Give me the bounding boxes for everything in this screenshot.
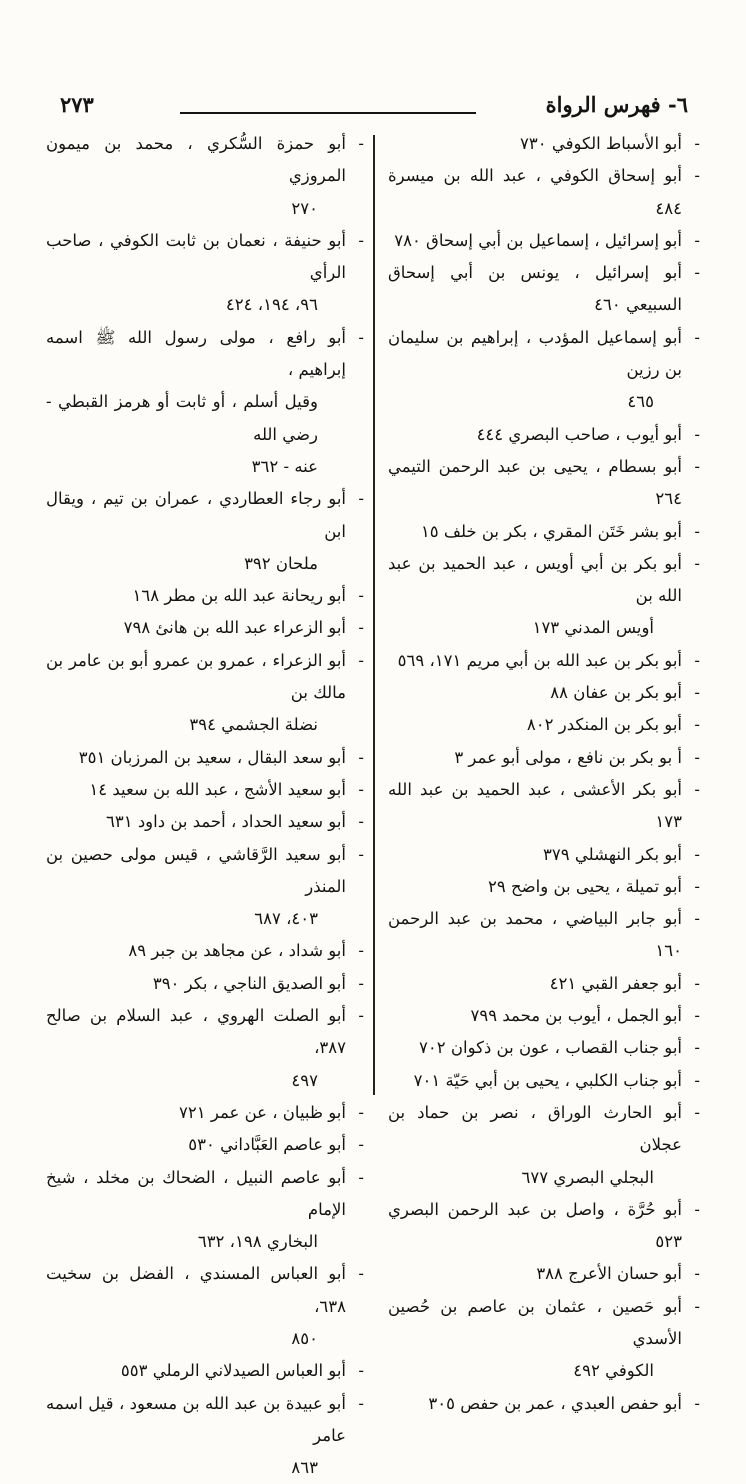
entry-dash: - (694, 1102, 700, 1122)
entry-dash: - (358, 618, 364, 638)
narrator-entry (388, 1291, 700, 1388)
narrator-entry (388, 257, 700, 322)
entry-dash: - (694, 424, 700, 444)
entry-dash: - (694, 230, 700, 250)
entry-dash: - (694, 909, 700, 929)
narrator-entry (46, 806, 364, 838)
narrator-entry (46, 935, 364, 967)
narrator-entry (46, 1097, 364, 1129)
narrator-entry (388, 677, 700, 709)
entry-dash: - (694, 134, 700, 153)
entry-text: أبو الأسباط الكوفي ٧٣٠ (519, 134, 682, 153)
column-divider (373, 135, 375, 1095)
entry-text: أبو حسان الأعرج ٣٨٨ (536, 1264, 682, 1284)
narrator-entry (46, 612, 364, 644)
entry-dash: - (694, 456, 700, 476)
narrator-entry (46, 645, 364, 742)
entry-text: أبو حَصين ، عثمان بن عاصم بن حُصين الأسدي (388, 1296, 682, 1348)
section-title: ٦- فهرس الرواة (545, 92, 688, 117)
page-number: ٢٧٣ (60, 92, 94, 117)
entry-continuation: نضلة الجشمي ٣٩٤ (189, 715, 318, 735)
entry-text: أبو سعيد الأشج ، عبد الله بن سعيد ١٤ (89, 779, 346, 799)
entry-text: أبو الجمل ، أيوب بن محمد ٧٩٩ (470, 1006, 682, 1026)
entry-text: أبو جناب القصاب ، عون بن ذكوان ٧٠٢ (419, 1038, 682, 1058)
narrator-entry (46, 483, 364, 580)
narrator-entry (388, 322, 700, 419)
narrator-entry (46, 968, 364, 1000)
entry-text: أبو ريحانة عبد الله بن مطر ١٦٨ (132, 586, 346, 606)
narrator-entry (388, 774, 700, 839)
entry-text: أبو جعفر القبي ٤٢١ (549, 973, 682, 993)
entry-text: أبو حنيفة ، نعمان بن ثابت الكوفي ، صاحب الرأي (46, 230, 346, 283)
entry-text: أبو بسطام ، يحيى بن عبد الرحمن التيمي ٢٦٤ (388, 456, 682, 509)
entry-dash: - (358, 1167, 364, 1187)
narrator-entry (46, 1258, 364, 1355)
entry-text: أبو جناب الكلبي ، يحيى بن أبي حَيّة ٧٠١ (413, 1070, 682, 1090)
entry-text: أبو سعد البقال ، سعيد بن المرزبان ٣٥١ (78, 747, 346, 767)
entry-dash: - (694, 327, 700, 347)
entry-dash: - (694, 1006, 700, 1026)
entry-text: أبو إسرائيل ، يونس بن أبي إسحاق السبيعي ٤٦٠ (388, 263, 682, 315)
entry-text: أ بو بكر بن نافع ، مولى أبو عمر ٣ (454, 747, 682, 767)
left-column (46, 128, 364, 1484)
entry-dash: - (358, 1264, 364, 1284)
entry-dash: - (358, 327, 364, 347)
entry-dash: - (694, 1296, 700, 1316)
entry-dash: - (694, 973, 700, 993)
entry-dash: - (358, 844, 364, 864)
entry-text: أبو شداد ، عن مجاهد بن جبر ٨٩ (128, 941, 346, 961)
narrator-entry (388, 1258, 700, 1290)
entry-text: أبو إسماعيل المؤدب ، إبراهيم بن سليمان بن رزين (388, 327, 682, 380)
entry-text: أبو الزعراء ، عمرو بن عمرو أبو بن عامر بن مالك بن (46, 650, 346, 703)
narrator-entry (388, 709, 700, 741)
narrator-entry (388, 419, 700, 451)
entry-dash: - (694, 779, 700, 799)
entry-dash: - (358, 779, 364, 799)
entry-dash: - (694, 650, 700, 670)
entry-dash: - (694, 1070, 700, 1090)
entry-text: أبو الحارث الوراق ، نصر بن حماد بن عجلان (388, 1102, 682, 1155)
entry-text: أبو عاصم النبيل ، الضحاك بن مخلد ، شيخ الإمام (46, 1167, 346, 1219)
entry-continuation: ٨٥٠ (291, 1328, 318, 1348)
entry-text: أبو عبيدة بن عبد الله بن مسعود ، قيل اسمه عامر (46, 1393, 346, 1445)
narrator-entry (388, 1000, 700, 1032)
narrator-entry (388, 516, 700, 548)
narrator-entry (388, 1388, 700, 1420)
entry-text: أبو حُرَّة ، واصل بن عبد الرحمن البصري ٥٢٣ (388, 1199, 682, 1252)
entry-dash: - (694, 553, 700, 573)
header-rule (180, 112, 476, 114)
narrator-entry (388, 160, 700, 225)
entry-text: أبو رافع ، مولى رسول الله ﷺ اسمه إبراهيم ، (46, 327, 346, 380)
narrator-entry (388, 1032, 700, 1064)
entry-continuation: الكوفي ٤٩٢ (573, 1361, 654, 1381)
entry-continuation: البخاري ١٩٨، ٦٣٢ (197, 1232, 318, 1252)
entry-text: أبو إسحاق الكوفي ، عبد الله بن ميسرة ٤٨٤ (388, 166, 682, 218)
narrator-entry (388, 548, 700, 645)
narrator-entry (46, 1129, 364, 1161)
entry-dash: - (358, 1135, 364, 1155)
entry-text: أبو حفص العبدي ، عمر بن حفص ٣٠٥ (428, 1393, 682, 1413)
entry-text: أبو الصلت الهروي ، عبد السلام بن صالح ٣٨٧، (46, 1006, 346, 1058)
entry-dash: - (694, 1264, 700, 1284)
page-header (60, 92, 688, 132)
narrator-entry (388, 1194, 700, 1259)
entry-dash: - (694, 683, 700, 703)
entry-dash: - (694, 1393, 700, 1413)
entry-text: أبو الصديق الناجي ، بكر ٣٩٠ (152, 973, 346, 993)
entry-text: أبو جابر البياضي ، محمد بن عبد الرحمن ١٦٠ (388, 909, 682, 961)
entry-dash: - (358, 1393, 364, 1413)
entry-text: أبو العباس الصيدلاني الرملي ٥٥٣ (120, 1361, 346, 1381)
entry-dash: - (694, 844, 700, 864)
entry-dash: - (358, 586, 364, 606)
entry-dash: - (694, 521, 700, 541)
entry-continuation: ٤٠٣، ٦٨٧ (254, 909, 318, 929)
entry-text: أبو ظبيان ، عن عمر ٧٢١ (179, 1102, 346, 1122)
narrator-entry (46, 1388, 364, 1484)
entry-text: أبو بكر بن المنكدر ٨٠٢ (526, 715, 682, 735)
entry-dash: - (358, 134, 364, 153)
entry-continuation: عنه - ٣٦٢ (251, 456, 318, 476)
entry-text: أبو بكر بن أبي أويس ، عبد الحميد بن عبد الله بن (388, 553, 682, 606)
entry-dash: - (694, 1199, 700, 1219)
entry-text: أبو رجاء العطاردي ، عمران بن تيم ، ويقال ابن (46, 489, 346, 541)
narrator-entry (46, 1000, 364, 1097)
narrator-entry (388, 871, 700, 903)
narrator-entry (46, 322, 364, 483)
entry-dash: - (358, 1102, 364, 1122)
entry-dash: - (694, 1038, 700, 1058)
narrator-entry (388, 839, 700, 871)
narrator-entry (388, 225, 700, 257)
entry-text: أبو سعيد الحداد ، أحمد بن داود ٦٣١ (106, 812, 346, 832)
entry-text: أبو سعيد الرَّقاشي ، قيس مولى حصين بن المنذر (46, 844, 346, 896)
entry-continuation: ٢٧٠ (291, 198, 318, 218)
entry-dash: - (358, 1006, 364, 1026)
entry-text: أبو الزعراء عبد الله بن هانئ ٧٩٨ (123, 618, 346, 638)
entry-text: أبو بكر بن عبد الله بن أبي مريم ١٧١، ٥٦٩ (397, 650, 682, 670)
narrator-entry (46, 580, 364, 612)
entry-dash: - (358, 230, 364, 250)
entry-text: أبو إسرائيل ، إسماعيل بن أبي إسحاق ٧٨٠ (394, 230, 682, 250)
entry-dash: - (694, 715, 700, 735)
entry-continuation: وقيل أسلم ، أو ثابت أو هرمز القبطي - رضي الله (46, 392, 318, 444)
entry-dash: - (358, 1361, 364, 1381)
narrator-entry (388, 128, 700, 160)
entry-text: أبو بكر النهشلي ٣٧٩ (543, 844, 682, 864)
entry-continuation: ٩٦، ١٩٤، ٤٢٤ (225, 295, 318, 315)
narrator-entry (46, 1162, 364, 1259)
narrator-entry (46, 1355, 364, 1387)
entry-dash: - (694, 166, 700, 186)
right-column (388, 128, 700, 1420)
narrator-entry (46, 225, 364, 322)
narrator-entry (388, 1097, 700, 1194)
entry-text: أبو العباس المسندي ، الفضل بن سخيت ٦٣٨، (46, 1264, 346, 1316)
entry-text: أبو عاصم العَبَّاداني ٥٣٠ (188, 1135, 346, 1155)
entry-continuation: البجلي البصري ٦٧٧ (521, 1167, 654, 1187)
entry-continuation: ٤٩٧ (291, 1070, 318, 1090)
narrator-entry (388, 1065, 700, 1097)
entry-continuation: ملحان ٣٩٢ (244, 553, 318, 573)
narrator-entry (388, 451, 700, 516)
entry-dash: - (358, 747, 364, 767)
narrator-entry (388, 903, 700, 968)
entry-dash: - (358, 973, 364, 993)
entry-dash: - (694, 747, 700, 767)
entry-text: أبو بكر الأعشى ، عبد الحميد بن عبد الله ١٧٣ (388, 779, 682, 832)
entry-continuation: ٨٦٣ (291, 1458, 318, 1478)
entry-continuation: ٤٦٥ (627, 392, 654, 412)
entry-dash: - (358, 489, 364, 509)
entry-text: أبو تميلة ، يحيى بن واضح ٢٩ (488, 876, 682, 896)
entry-dash: - (358, 650, 364, 670)
entry-dash: - (358, 812, 364, 832)
narrator-entry (46, 774, 364, 806)
entry-dash: - (358, 941, 364, 961)
entry-text: أبو أيوب ، صاحب البصري ٤٤٤ (476, 424, 682, 444)
entry-text: أبو بشر خَتَن المقري ، بكر بن خلف ١٥ (420, 521, 682, 541)
narrator-entry (388, 742, 700, 774)
entry-text: أبو حمزة السُّكري ، محمد بن ميمون المروزي (46, 134, 346, 186)
narrator-entry (388, 645, 700, 677)
entry-dash: - (694, 876, 700, 896)
entry-continuation: أويس المدني ١٧٣ (532, 618, 654, 638)
entry-text: أبو بكر بن عفان ٨٨ (550, 683, 682, 703)
entry-dash: - (694, 263, 700, 283)
narrator-entry (46, 742, 364, 774)
narrator-entry (46, 839, 364, 936)
narrator-entry (388, 968, 700, 1000)
narrator-entry (46, 128, 364, 225)
